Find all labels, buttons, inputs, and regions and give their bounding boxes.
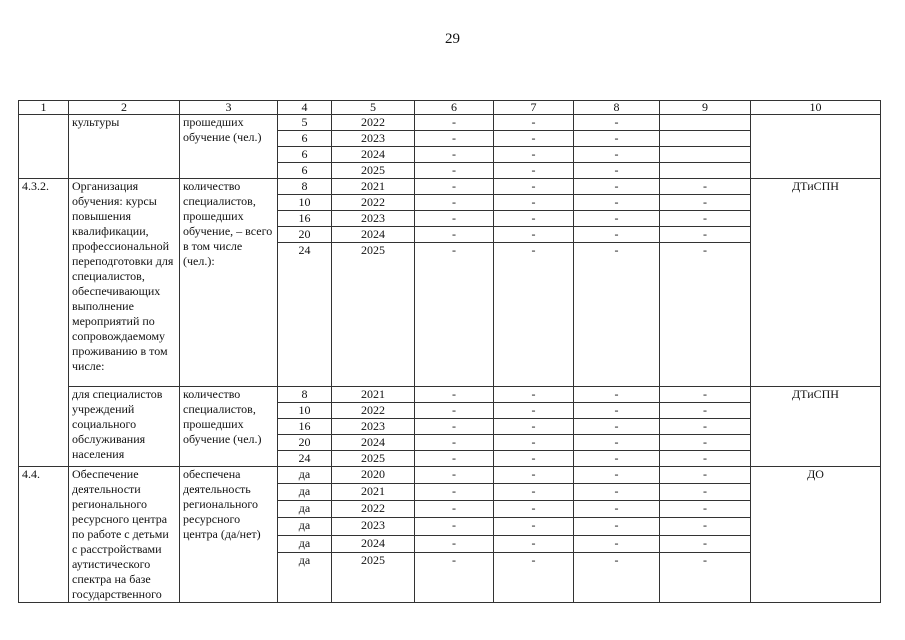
col9-cell xyxy=(660,115,751,131)
col6-cell: - xyxy=(415,131,494,147)
col8-cell: - xyxy=(574,518,660,535)
indicator-value: да xyxy=(278,552,332,602)
col7-cell: - xyxy=(494,195,574,211)
col9-cell: - xyxy=(660,451,751,467)
year-cell: 2023 xyxy=(332,518,415,535)
header-cell: 9 xyxy=(660,101,751,115)
col7-cell: - xyxy=(494,227,574,243)
col6-cell: - xyxy=(415,179,494,195)
indicator-value: 24 xyxy=(278,243,332,387)
col8-cell: - xyxy=(574,535,660,552)
col9-cell: - xyxy=(660,484,751,501)
year-cell: 2024 xyxy=(332,227,415,243)
col8-cell: - xyxy=(574,163,660,179)
col9-cell: - xyxy=(660,552,751,602)
year-cell: 2025 xyxy=(332,163,415,179)
indicator-value: 6 xyxy=(278,147,332,163)
executor-cell: ДТиСПН xyxy=(751,387,881,467)
activity-name: Обеспечение деятельности регионального ресурсного центра по работе с детьми с расстройствами аутистического спектра на базе государственного xyxy=(69,467,180,603)
col8-cell: - xyxy=(574,227,660,243)
indicator-name: количество специалистов, прошедших обучение (чел.) xyxy=(180,387,278,467)
col8-cell: - xyxy=(574,484,660,501)
col9-cell: - xyxy=(660,195,751,211)
col6-cell: - xyxy=(415,552,494,602)
col6-cell: - xyxy=(415,163,494,179)
header-cell: 6 xyxy=(415,101,494,115)
program-table xyxy=(18,100,881,603)
col8-cell: - xyxy=(574,115,660,131)
table-body xyxy=(19,115,881,603)
col7-cell: - xyxy=(494,484,574,501)
col9-cell xyxy=(660,163,751,179)
header-cell: 10 xyxy=(751,101,881,115)
year-cell: 2021 xyxy=(332,179,415,195)
header-cell: 8 xyxy=(574,101,660,115)
table-row xyxy=(19,115,881,131)
col7-cell: - xyxy=(494,467,574,484)
indicator-value: 8 xyxy=(278,179,332,195)
executor-cell xyxy=(751,115,881,179)
indicator-value: 10 xyxy=(278,403,332,419)
col9-cell: - xyxy=(660,179,751,195)
col6-cell: - xyxy=(415,535,494,552)
indicator-value: да xyxy=(278,535,332,552)
indicator-value: 20 xyxy=(278,435,332,451)
year-cell: 2023 xyxy=(332,131,415,147)
col7-cell: - xyxy=(494,243,574,387)
col7-cell: - xyxy=(494,115,574,131)
row-number: 4.4. xyxy=(19,467,69,603)
col8-cell: - xyxy=(574,243,660,387)
col7-cell: - xyxy=(494,147,574,163)
col6-cell: - xyxy=(415,147,494,163)
col7-cell: - xyxy=(494,163,574,179)
year-cell: 2025 xyxy=(332,451,415,467)
indicator-name: количество специалистов, прошедших обучение, – всего в том числе (чел.): xyxy=(180,179,278,387)
col6-cell: - xyxy=(415,195,494,211)
year-cell: 2021 xyxy=(332,387,415,403)
year-cell: 2024 xyxy=(332,535,415,552)
indicator-value: 16 xyxy=(278,419,332,435)
col8-cell: - xyxy=(574,179,660,195)
indicator-value: да xyxy=(278,467,332,484)
year-cell: 2022 xyxy=(332,501,415,518)
table-row xyxy=(19,179,881,195)
header-cell: 3 xyxy=(180,101,278,115)
col8-cell: - xyxy=(574,501,660,518)
col8-cell: - xyxy=(574,147,660,163)
year-cell: 2025 xyxy=(332,552,415,602)
col9-cell xyxy=(660,131,751,147)
indicator-value: 20 xyxy=(278,227,332,243)
year-cell: 2024 xyxy=(332,435,415,451)
year-cell: 2025 xyxy=(332,243,415,387)
col7-cell: - xyxy=(494,435,574,451)
col6-cell: - xyxy=(415,484,494,501)
col9-cell: - xyxy=(660,227,751,243)
col8-cell: - xyxy=(574,403,660,419)
col6-cell: - xyxy=(415,518,494,535)
header-cell: 7 xyxy=(494,101,574,115)
col9-cell: - xyxy=(660,518,751,535)
col6-cell: - xyxy=(415,211,494,227)
col6-cell: - xyxy=(415,501,494,518)
col8-cell: - xyxy=(574,131,660,147)
col6-cell: - xyxy=(415,451,494,467)
row-number xyxy=(19,115,69,179)
col9-cell: - xyxy=(660,535,751,552)
activity-name: Организация обучения: курсы повышения квалификации, профессиональной переподготовки для специалистов, обеспечивающих выполнение мероприятий по сопровождаемому проживанию в том числе: xyxy=(69,179,180,387)
col6-cell: - xyxy=(415,243,494,387)
col9-cell: - xyxy=(660,211,751,227)
col8-cell: - xyxy=(574,552,660,602)
col7-cell: - xyxy=(494,179,574,195)
col6-cell: - xyxy=(415,227,494,243)
col8-cell: - xyxy=(574,195,660,211)
header-cell: 4 xyxy=(278,101,332,115)
col8-cell: - xyxy=(574,451,660,467)
header-cell: 2 xyxy=(69,101,180,115)
indicator-value: 10 xyxy=(278,195,332,211)
col7-cell: - xyxy=(494,419,574,435)
row-number xyxy=(19,387,69,467)
col8-cell: - xyxy=(574,387,660,403)
col7-cell: - xyxy=(494,131,574,147)
year-cell: 2023 xyxy=(332,211,415,227)
col8-cell: - xyxy=(574,467,660,484)
col6-cell: - xyxy=(415,467,494,484)
col8-cell: - xyxy=(574,211,660,227)
col7-cell: - xyxy=(494,535,574,552)
row-number: 4.3.2. xyxy=(19,179,69,387)
year-cell: 2022 xyxy=(332,195,415,211)
indicator-name: прошедших обучение (чел.) xyxy=(180,115,278,179)
col9-cell: - xyxy=(660,403,751,419)
col9-cell: - xyxy=(660,419,751,435)
col9-cell: - xyxy=(660,501,751,518)
indicator-value: 6 xyxy=(278,131,332,147)
col6-cell: - xyxy=(415,387,494,403)
indicator-value: 16 xyxy=(278,211,332,227)
indicator-value: да xyxy=(278,518,332,535)
activity-name: культуры xyxy=(69,115,180,179)
year-cell: 2024 xyxy=(332,147,415,163)
col9-cell: - xyxy=(660,435,751,451)
indicator-value: 8 xyxy=(278,387,332,403)
col7-cell: - xyxy=(494,451,574,467)
year-cell: 2022 xyxy=(332,403,415,419)
activity-name: для специалистов учреждений социального обслуживания населения xyxy=(69,387,180,467)
indicator-name: обеспечена деятельность регионального ресурсного центра (да/нет) xyxy=(180,467,278,603)
year-cell: 2023 xyxy=(332,419,415,435)
col9-cell: - xyxy=(660,387,751,403)
col7-cell: - xyxy=(494,403,574,419)
col7-cell: - xyxy=(494,501,574,518)
executor-cell: ДТиСПН xyxy=(751,179,881,387)
col6-cell: - xyxy=(415,115,494,131)
header-cell: 1 xyxy=(19,101,69,115)
col6-cell: - xyxy=(415,419,494,435)
executor-cell: ДО xyxy=(751,467,881,603)
page-number: 29 xyxy=(445,31,460,47)
col7-cell: - xyxy=(494,387,574,403)
indicator-value: да xyxy=(278,501,332,518)
indicator-value: 5 xyxy=(278,115,332,131)
year-cell: 2022 xyxy=(332,115,415,131)
col8-cell: - xyxy=(574,419,660,435)
header-cell: 5 xyxy=(332,101,415,115)
col6-cell: - xyxy=(415,403,494,419)
year-cell: 2021 xyxy=(332,484,415,501)
col7-cell: - xyxy=(494,552,574,602)
col9-cell: - xyxy=(660,243,751,387)
indicator-value: да xyxy=(278,484,332,501)
col6-cell: - xyxy=(415,435,494,451)
table-row xyxy=(19,467,881,484)
col9-cell xyxy=(660,147,751,163)
header-row xyxy=(19,101,881,115)
col9-cell: - xyxy=(660,467,751,484)
indicator-value: 24 xyxy=(278,451,332,467)
year-cell: 2020 xyxy=(332,467,415,484)
table-row xyxy=(19,387,881,403)
col8-cell: - xyxy=(574,435,660,451)
indicator-value: 6 xyxy=(278,163,332,179)
col7-cell: - xyxy=(494,211,574,227)
col7-cell: - xyxy=(494,518,574,535)
